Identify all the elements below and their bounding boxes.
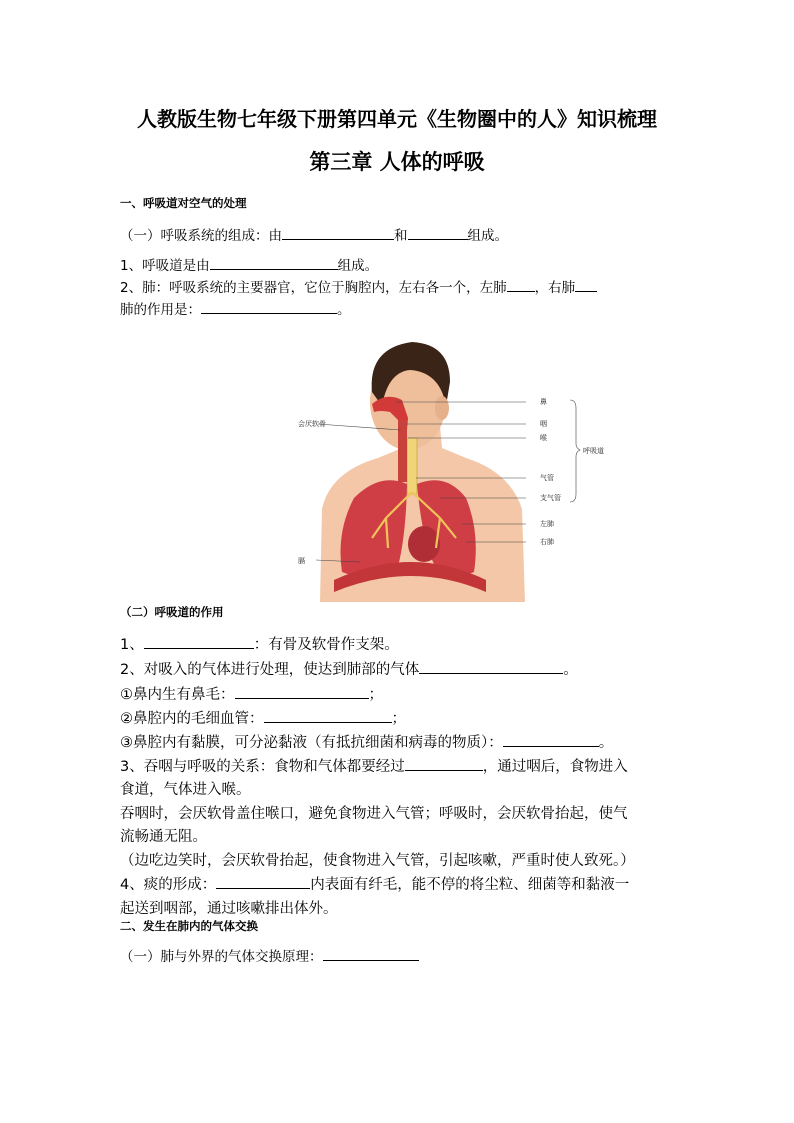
blank-field[interactable] [575, 278, 597, 292]
label-epiglottis: 会厌软骨 [298, 420, 326, 428]
label-bronchus: 支气管 [540, 494, 561, 502]
question-line: 4、痰的形成： 内表面有纤毛，能不停的将尘粒、细菌等和黏液一 [120, 877, 630, 893]
composition-line: （一）呼吸系统的组成：由 和 组成。 [120, 228, 508, 244]
blank-field[interactable] [323, 947, 419, 961]
label-right-lung: 右肺 [540, 538, 554, 546]
label-diaphragm: 膈 [298, 557, 305, 565]
respiratory-system-diagram [290, 334, 620, 602]
blank-field[interactable] [235, 685, 369, 699]
question-line: 2、对吸入的气体进行处理，使达到肺部的气体 。 [120, 662, 578, 678]
text-line: 食道，气体进入喉。 [120, 782, 251, 798]
question-line: ①鼻内生有鼻毛： ； [120, 687, 383, 703]
chapter-title: 第三章 人体的呼吸 [309, 149, 485, 174]
blank-field[interactable] [408, 226, 468, 240]
section-heading-2: （二）呼吸道的作用 [120, 605, 224, 619]
label-respiratory-tract: 呼吸道 [583, 447, 604, 455]
text-line: 流畅通无阻。 [120, 829, 207, 845]
document-title: 人教版生物七年级下册第四单元《生物圈中的人》知识梳理 [137, 107, 657, 131]
text-line: 起送到咽部，通过咳嗽排出体外。 [120, 901, 338, 917]
label-left-lung: 左肺 [540, 520, 554, 528]
blank-field[interactable] [210, 256, 338, 270]
text-line: 吞咽时，会厌软骨盖住喉口，避免食物进入气管；呼吸时，会厌软骨抬起，使气 [120, 806, 628, 822]
airway-line: 1、呼吸道是由 组成。 [120, 258, 379, 274]
question-line: ②鼻腔内的毛细血管： ； [120, 711, 406, 727]
ear-shape [435, 396, 449, 420]
blank-field[interactable] [216, 875, 310, 889]
blank-field[interactable] [507, 278, 535, 292]
blank-field[interactable] [405, 757, 483, 771]
section-heading-1: 一、呼吸道对空气的处理 [120, 196, 247, 210]
text-line: （边吃边笑时，会厌软骨抬起，使食物进入气管，引起咳嗽，严重时使人致死。） [120, 853, 635, 869]
lung-line: 2、肺：呼吸系统的主要器官，它位于胸腔内，左右各一个，左肺 ，右肺 [120, 276, 597, 296]
label-nose: 鼻 [540, 398, 547, 406]
heart-shape [408, 526, 440, 562]
blank-field[interactable] [144, 635, 254, 649]
label-pharynx: 咽 [540, 420, 547, 428]
question-line: ③鼻腔内有黏膜，可分泌黏液（有抵抗细菌和病毒的物质）： 。 [120, 735, 614, 751]
label-trachea: 气管 [540, 474, 554, 482]
blank-field[interactable] [201, 300, 337, 314]
label-larynx: 喉 [540, 434, 547, 442]
lung-function-line: 肺的作用是： 。 [120, 302, 351, 318]
question-line: 3、吞咽与呼吸的关系：食物和气体都要经过 ，通过咽后，食物进入 [120, 759, 628, 775]
blank-field[interactable] [264, 709, 392, 723]
esophagus-shape [398, 420, 407, 482]
question-line: 1、 ：有骨及软骨作支架。 [120, 637, 399, 653]
blank-field[interactable] [503, 733, 599, 747]
question-line: （一）肺与外界的气体交换原理： [120, 945, 419, 965]
trachea-shape [407, 438, 417, 494]
section-heading-3: 二、发生在肺内的气体交换 [120, 919, 258, 933]
blank-field[interactable] [282, 226, 394, 240]
blank-field[interactable] [419, 660, 563, 674]
